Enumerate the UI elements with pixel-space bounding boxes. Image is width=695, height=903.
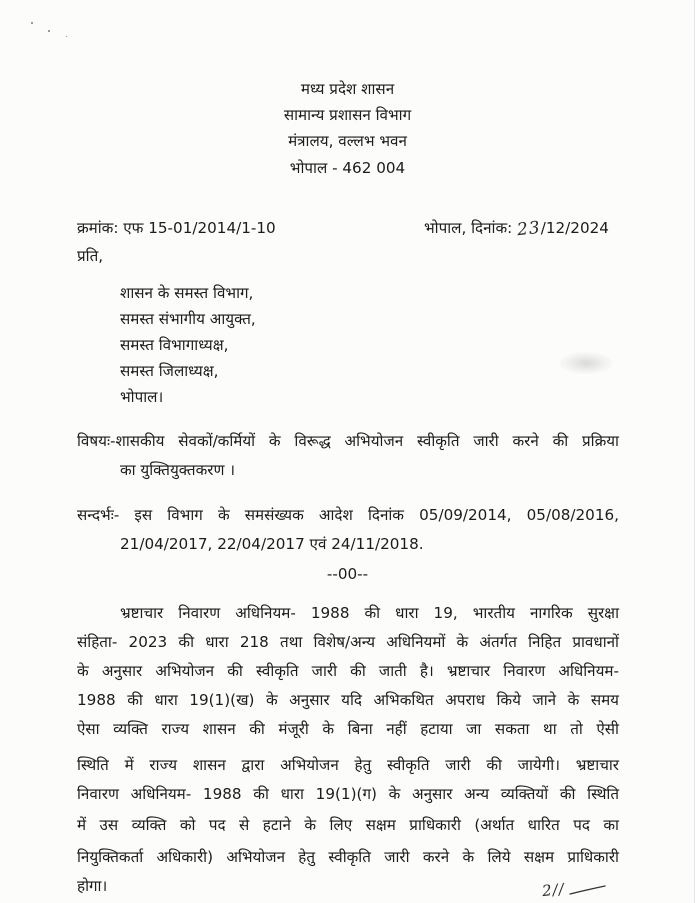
handwritten-stroke (568, 884, 608, 896)
references-line-continued: 21/04/2017, 22/04/2017 एवं 24/11/2018. (120, 535, 424, 553)
body-line: संहिता- 2023 की धारा 218 तथा विशेष/अन्य अधिनियमों के अंतर्गत निहित प्रावधानों (77, 633, 619, 651)
body-line: ऐसा व्यक्ति राज्य शासन की मंजूरी के बिना नहीं हटाया जा सकता था तो ऐसी (77, 720, 619, 738)
scan-speck (31, 22, 33, 24)
page-mark-handwritten (542, 880, 565, 899)
order-date-prefix: भोपाल, दिनांक: (424, 219, 513, 237)
body-line: में उस व्यक्ति को पद से हटाने के लिए सक्षम प्राधिकारी (अर्थात धारित पद का (77, 816, 619, 834)
body-line: स्थिति में राज्य शासन द्वारा अभियोजन हेतु स्वीकृति जारी की जायेगी। भ्रष्टाचार (77, 756, 619, 774)
header-department: सामान्य प्रशासन विभाग (283, 106, 412, 124)
order-date-day-handwritten: 23 (516, 217, 542, 241)
subject-line-continued: का युक्तियुक्तकरण । (120, 461, 236, 479)
body-line: निवारण अधिनियम- 1988 की धारा 19(1)(ग) के अनुसार अन्य व्यक्तियों की स्थिति (77, 785, 619, 803)
body-line: भ्रष्टाचार निवारण अधिनियम- 1988 की धारा 19, भारतीय नागरिक सुरक्षा (120, 604, 619, 622)
order-date-rest: /12/2024 (540, 219, 609, 237)
order-number: क्रमांक: एफ 15-01/2014/1-10 (77, 219, 276, 237)
scan-speck (48, 30, 50, 32)
order-date (424, 218, 609, 239)
separator: --00-- (326, 565, 369, 583)
addressee-item: समस्त जिलाध्यक्ष, (120, 362, 219, 380)
to-label: प्रति, (77, 247, 104, 265)
header-ministry: मंत्रालय, वल्लभ भवन (288, 132, 407, 150)
page-mark-text: 2// (541, 879, 566, 901)
addressee-item: समस्त संभागीय आयुक्त, (120, 310, 256, 328)
addressee-item: समस्त विभागाध्यक्ष, (120, 336, 229, 354)
addressee-item: शासन के समस्त विभाग, (120, 284, 254, 302)
subject-line: विषयः-शासकीय सेवकों/कर्मियों के विरूद्ध अभियोजन स्वीकृति जारी करने की प्रक्रिया (77, 432, 619, 450)
body-line: नियुक्तिकर्ता अधिकारी) अभियोजन हेतु स्वीकृति जारी करने के लिये सक्षम प्राधिकारी (77, 848, 619, 866)
addressee-item: भोपाल। (120, 388, 164, 406)
body-line: 1988 की धारा 19(1)(ख) के अनुसार यदि अभिकथित अपराध किये जाने के समय (77, 691, 619, 709)
scan-smudge (560, 352, 612, 374)
body-line-last: होगा। (77, 877, 108, 895)
header-government: मध्य प्रदेश शासन (300, 80, 395, 98)
header-city-pin: भोपाल - 462 004 (289, 159, 406, 177)
body-line: के अनुसार अभियोजन की स्वीकृति जारी की जाती है। भ्रष्टाचार निवारण अधिनियम- (77, 662, 619, 680)
references-line: सन्दर्भः- इस विभाग के समसंख्यक आदेश दिनांक 05/09/2014, 05/08/2016, (77, 506, 619, 524)
scan-speck (66, 36, 67, 37)
